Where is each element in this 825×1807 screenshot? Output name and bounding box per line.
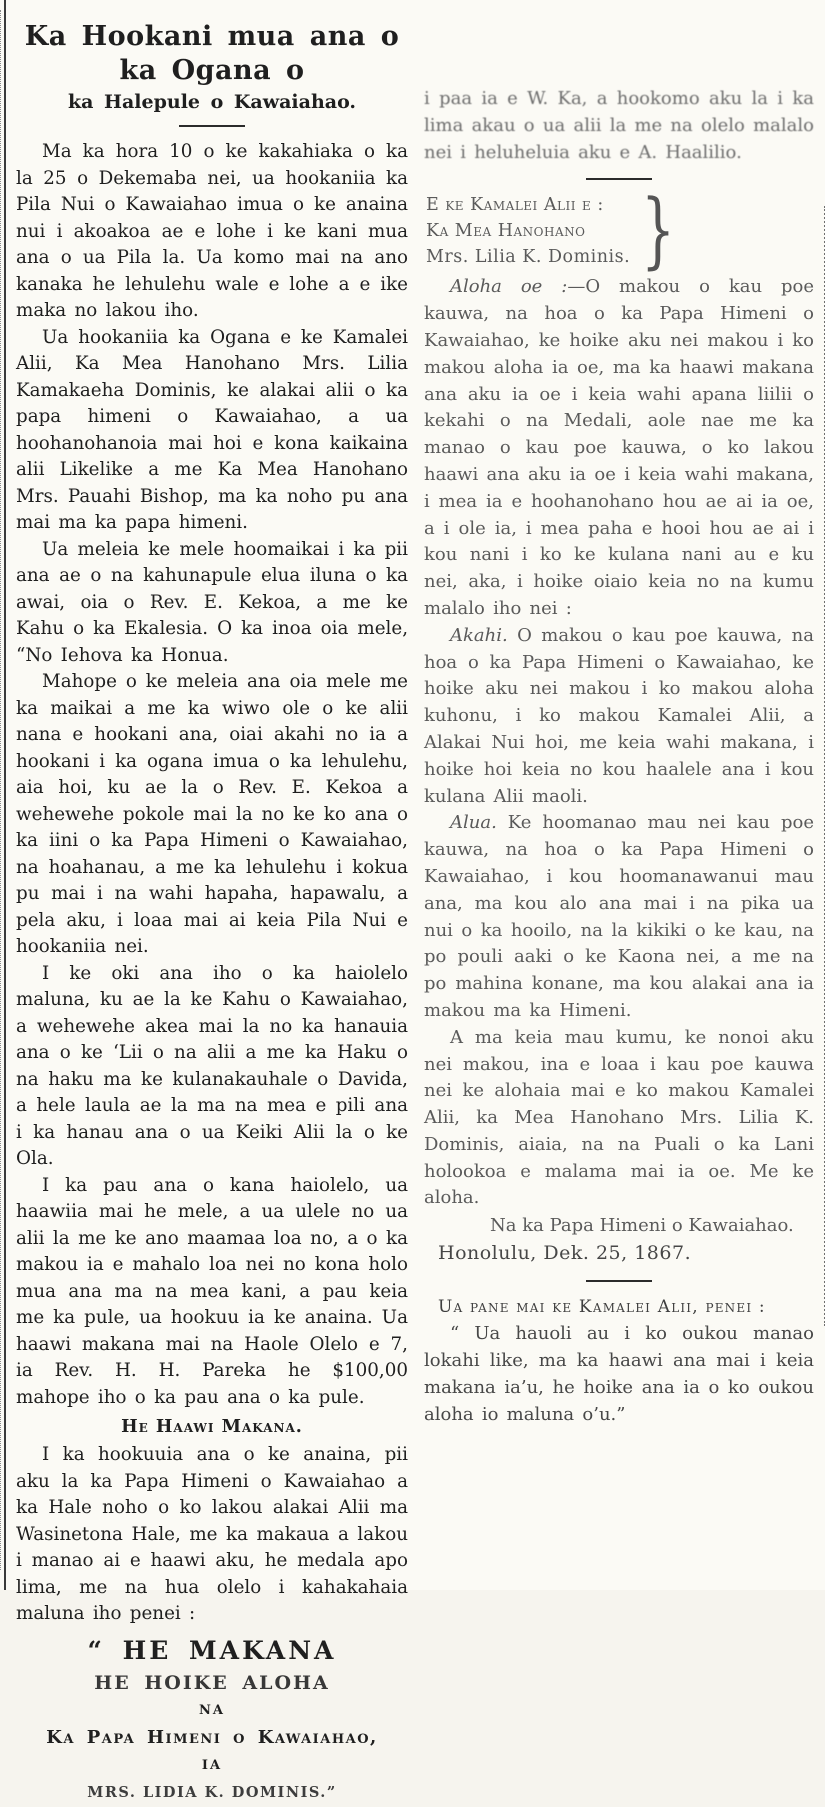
article-paragraph: I ka hookuuia ana o ke anaina, pii aku la ka Papa Himeni o Kawaiahao a ka Hale noho o ko lakou alakai Alii ma Wasinetona Hale, me ka makaua a lakou i manao ai e haawi aku, he medala apo lima, me na hua olelo i kahakahaia maluna iho penei : — [16, 1444, 408, 1625]
inscription-line: NA — [199, 1702, 225, 1718]
paragraph-text: O makou o kau poe kauwa, na hoa o ka Papa Himeni o Kawaiahao, ke hoike aku nei makou i ko makou aloha kuhonu, i ko makou Kamalei Alii, a Alakai Nui hoi, me keia wahi makana, i hoike hoi keia no kou haalele ana i kou kulana Alii maoli. — [424, 624, 814, 807]
inscription-line: HE HOIKE ALOHA — [94, 1671, 330, 1694]
paragraph-lead: Akahi. — [450, 624, 508, 646]
inscription-line: MRS. LIDIA K. DOMINIS.” — [87, 1783, 337, 1801]
inscription-line: IA — [201, 1757, 223, 1773]
letter-paragraph — [424, 1025, 814, 1213]
article-paragraph: I ka pau ana o kana haiolelo, ua haawiia mai he mele, a ua ulele no ua alii la me ke ano maamaa loa no, a o ka makou ia e mahalo loa nei no kona holo mua ana ma na mea kani, a pau keia me ka pule, ua hookuu ia ke anaina. Ua haawi makana mai na Haole Olelo e 7, ia Rev. H. H. Pareka he $100,00 mahope iho o ka pau ana o ka pule. — [16, 1174, 408, 1408]
address-line: Ka Mea Hanohano — [426, 221, 586, 242]
paragraph-lead: Aloha oe :— — [450, 276, 586, 298]
reply-heading: Ua pane mai ke Kamalei Alii, penei : — [438, 1297, 766, 1318]
address-line: E ke Kamalei Alii e : — [426, 195, 604, 216]
headline-divider — [179, 125, 245, 127]
medal-inscription — [16, 1634, 408, 1807]
address-line: Mrs. Lilia K. Dominis. — [426, 247, 631, 268]
section-divider — [586, 178, 652, 180]
paragraph-text: Ke hoomanao mau nei kau poe kauwa, na hoa o ka Papa Himeni o Kawaiahao, i kou hoomanawanui mau ana, ma kou alo ana mai i na pika ua nui o ka hooilo, na la kikiki o ke kau, na po pouli aaki o ke Kaona nei, a me na po mahina konane, ma kou alakai ana ia makou ma ka Himeni. — [424, 812, 814, 1021]
article-paragraph: Ua meleia ke mele hoomaikai i ka pii ana ae o na kahunapule elua iluna o ka awai, oia o Rev. E. Kekoa, a me ke Kahu o ka Ekalesia. O ka inoa oia mele, “No Iehova ka Honua. — [16, 538, 408, 666]
letter-paragraph — [424, 274, 814, 622]
left-column — [16, 20, 408, 1807]
letter-paragraph — [424, 810, 814, 1024]
reply-paragraph: “ Ua hauoli au i ko oukou manao lokahi like, ma ka haawi ana mai i keia makana ia’u, he hoike ana ia o ko oukou aloha io maluna o’u.” — [424, 1323, 814, 1425]
section-divider — [586, 1280, 652, 1282]
letter-dateline: Honolulu, Dek. 25, 1867. — [438, 1242, 692, 1265]
article-title-line2: ka Halepule o Kawaiahao. — [67, 90, 357, 113]
paragraph-lead: Alua. — [450, 812, 497, 834]
article-paragraph: Mahope o ke meleia ana oia mele me ka maikai a me ka wiwo ole o ke alii nana e hookani ana, oiai akahi no ia a hookani i ka ogana imua o ka lehulehu, aia hoi, ku ae la o Rev. E. Kekoa a wehewehe pokole mai la no ke ko ana o ka iini o ka Papa Himeni o Kawaiahao, na hoahanau, a me ka lehulehu i kokua pu mai i na wahi hapaha, hapawalu, a pela aku, i loaa mai ai keia Pila Nui e hookaniia nei. — [16, 671, 408, 958]
paragraph-text: O makou o kau poe kauwa, na hoa o ka Papa Himeni o Kawaiahao, ke hoike aku nei makou i ko makou aloha ia oe, ma ka haawi makana ana aku ia oe i keia wahi apana liilii o kekahi o na Medali, aole nae me ka manao o kau poe kauwa, o ko lakou haawi ana aku ia oe i keia wahi makana, i mea ia e hoohanohano hou ae ai ia oe, a i ole ia, i mea paha e hooi hou ae ai i kou nani i ko ke kulana nani au e ku nei, aka, i hoike oiaio keia no na kumu malalo iho nei : — [424, 276, 814, 619]
right-column — [424, 86, 814, 1428]
inscription-line: “ HE MAKANA — [87, 1635, 337, 1665]
gift-section-heading: He Haawi Makana. — [121, 1417, 303, 1438]
article-paragraph: I ke oki ana iho o ka haiolelo maluna, ku ae la ke Kahu o Kawaiahao, a wehewehe akea mai la no ka hanauia ana o ke ʻLii o na alii a me ka Haku o na haku ma ke kulanakauhale o Davida, a hele laula ae la ma na mea e pili ana i ka hanau ana o ua Keiki Alii la o ke Ola. — [16, 962, 408, 1170]
inscription-line: Ka Papa Himeni o Kawaiahao, — [46, 1726, 378, 1748]
brace-glyph: } — [641, 183, 676, 279]
continuation-paragraph: i paa ia e W. Ka, a hookomo aku la i ka lima akau o ua alii la me na olelo malalo nei i heluheluia aku e A. Haalilio. — [424, 88, 814, 163]
letter-address-block — [426, 183, 814, 279]
paragraph-text: A ma keia mau kumu, ke nonoi aku nei makou, ina e loaa i kau poe kauwa nei ke alohaia mai e ko makou Kamalei Alii, ka Mea Hanohano Mrs. Lilia K. Dominis, aiaia, na na Puali o ka Lani holookoa e malama mai ia oe. Me ke aloha. — [424, 1026, 814, 1209]
article-paragraph: Ma ka hora 10 o ke kakahiaka o ka la 25 o Dekemaba nei, ua hookaniia ka Pila Nui o Kawaiahao imua o ke anaina nui i akoakoa ae e lohe i ke kani mua ana o ua Pila la. Ua komo mai na ano kanaka he lehulehu wale e lohe a e ike maka no lakou iho. — [16, 141, 408, 322]
article-paragraph: Ua hookaniia ka Ogana e ke Kamalei Alii, Ka Mea Hanohano Mrs. Lilia Kamakaeha Dominis, ke alakai alii o ka papa himeni o Kawaiahao, a ua hoohanohanoia mai hoi e kona kaikaina alii Likelike a me Ka Mea Hanohano Mrs. Pauahi Bishop, ma ka noho pu ana mai ma ka papa himeni. — [16, 326, 408, 534]
article-title-line1: Ka Hookani mua ana o ka Ogana o — [24, 21, 400, 86]
letter-signature: Na ka Papa Himeni o Kawaiahao. — [490, 1215, 794, 1237]
letter-paragraph — [424, 623, 814, 811]
